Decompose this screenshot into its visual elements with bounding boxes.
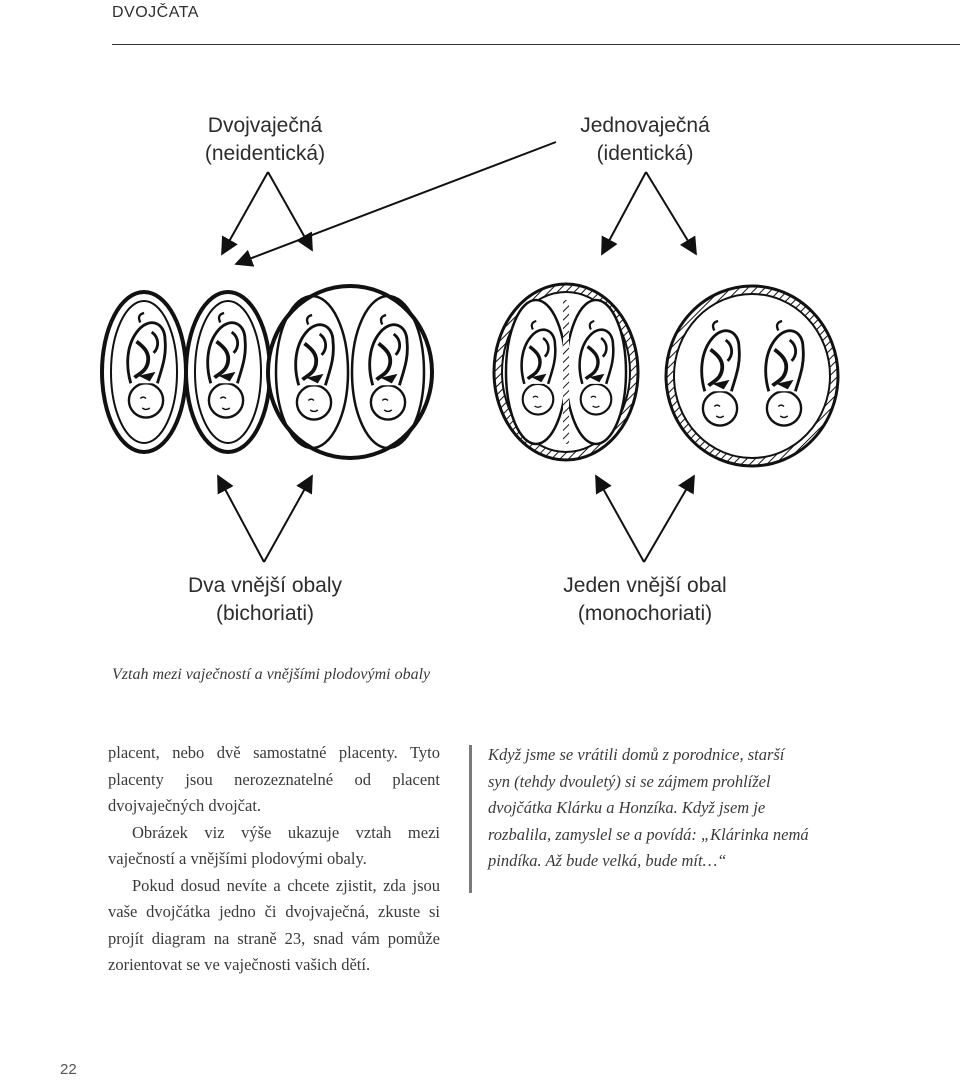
body-paragraph-2: Obrázek viz výše ukazuje vztah mezi vaječností a vnějšími plodovými obaly.: [108, 822, 440, 868]
label-monochorionic: [520, 572, 770, 628]
label-dichorionic-line1: Dva vnější obaly: [187, 574, 343, 597]
page-number: 22: [60, 1061, 77, 1078]
label-dizygotic-line1: Dvojvaječná: [207, 114, 323, 137]
arrows-chorionicity: [218, 476, 694, 562]
body-paragraph-3: Pokud dosud nevíte a chcete zjistit, zda jsou vaše dvojčátka jedno či dvojvaječná, zkuste si projít diagram na straně 23, snad vám pomůže zorientovat se ve vaječnosti vašich dětí.: [108, 875, 440, 974]
label-dizygotic-line2: (neidentická): [204, 142, 326, 165]
sac-group-4: [666, 286, 838, 466]
label-dichorionic: [150, 572, 380, 628]
sac-group-3: [494, 284, 638, 460]
label-monozygotic-line2: (identická): [596, 142, 694, 165]
label-monochorionic-line1: Jeden vnější obal: [563, 574, 727, 597]
label-monochorionic-line2: (monochoriati): [577, 602, 713, 625]
label-monozygotic-line1: Jednovaječná: [580, 114, 710, 137]
label-dichorionic-line2: (bichoriati): [215, 602, 315, 625]
sac-group-2: [268, 286, 432, 458]
arrows-zygosity: [222, 142, 696, 264]
quote-bar: [469, 745, 472, 893]
body-paragraph-1: placent, nebo dvě samostatné placenty. Tyto placenty jsou nerozeznatelné od placent dvojvaječných dvojčat.: [108, 743, 440, 815]
sidebar-quote: Když jsme se vrátili domů z porodnice, starší syn (tehdy dvouletý) si se zájmem prohlížel dvojčátka Klárku a Honzíka. Když jsem je rozbalila, zamyslel se a povídá: „Klárinka nemá pindíka. Až bude velká, bude mít…“: [488, 745, 809, 870]
figure-caption: Vztah mezi vaječností a vnějšími plodovými obaly: [112, 666, 431, 683]
running-head: DVOJČATA: [112, 4, 199, 21]
sac-group-1: [102, 292, 270, 452]
body-text: [108, 740, 440, 979]
